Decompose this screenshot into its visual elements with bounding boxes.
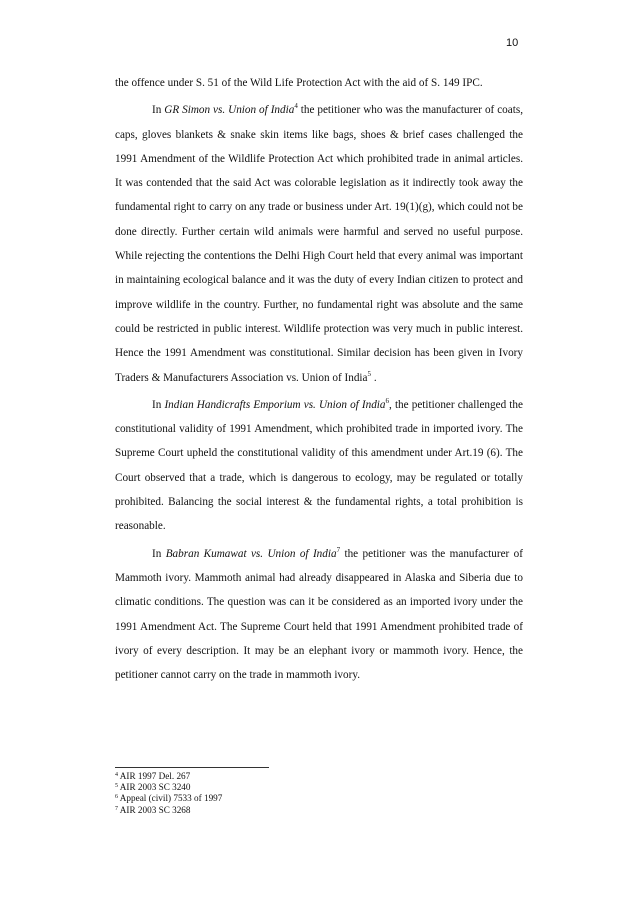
footnote-text: Appeal (civil) 7533 of 1997 (118, 793, 223, 804)
paragraph-4 (115, 542, 523, 688)
footnote-item (115, 782, 415, 793)
footnote-item (115, 805, 415, 816)
footnote-number: 5 (115, 783, 118, 790)
footnote-separator (115, 767, 269, 768)
footnote-ref-5: 5 (367, 369, 372, 378)
paragraph-2 (115, 98, 523, 390)
footnote-number: 4 (115, 772, 118, 778)
page-number: 10 (506, 37, 519, 49)
paragraph-3 (115, 393, 523, 539)
paragraph-2-text: the petitioner who was the manufacturer of coats, caps, gloves blankets & snake skin items like bags, shoes & brief cases challenged the 1991 Amendment of the Wildlife Protection Act which prohibited trade in animal articles. It was contended that the said Act was colorable legislation as it indirectly took away the fundamental right to carry on any trade or business under Art. 19(1)(g), which could not be done directly. Further certain wild animals were harmful and served no useful purpose. While rejecting the contentions the Delhi High Court held that every animal was important in maintaining ecological balance and it was the duty of every Indian citizen to protect and improve wildlife in the country. Further, no fundamental right was absolute and the same could be restricted in public interest. Wildlife protection was very much in public interest. Hence the 1991 Amendment was constitutional. Similar decision has been given in Ivory Traders & Manufacturers Association vs. Union of India (115, 104, 523, 384)
footnotes (115, 771, 415, 816)
case-name-indian-handicrafts: Indian Handicrafts Emporium vs. Union of India (164, 398, 386, 411)
paragraph-1 (115, 71, 523, 95)
body-text (115, 71, 523, 687)
paragraph-3-text: , the petitioner challenged the constitutional validity of 1991 Amendment, which prohibited trade in imported ivory. The Supreme Court upheld the constitutional validity of this amendment under Art.19 (6). The Court observed that a trade, which is dangerous to ecology, may be regulated or totally prohibited. Balancing the social interest & the fundamental rights, a total prohibition is reasonable. (115, 398, 523, 533)
case-name-gr-simon: GR Simon vs. Union of India (164, 104, 295, 117)
paragraph-2-end: . (371, 371, 377, 384)
footnote-ref-4: 4 (294, 102, 298, 111)
case-name-babran-kumawat: Babran Kumawat vs. Union of India (165, 547, 337, 560)
paragraph-4-text: the petitioner was the manufacturer of Mammoth ivory. Mammoth animal had already disappeared in Alaska and Siberia due to climatic conditions. The question was can it be considered as an imported ivory under the 1991 Amendment Act. The Supreme Court held that 1991 Amendment prohibited trade of ivory of every description. It may be an elephant ivory or mammoth ivory. Hence, the petitioner cannot carry on the trade in mammoth ivory. (115, 547, 523, 682)
footnote-text: AIR 1997 Del. 267 (118, 771, 191, 781)
paragraph-1-text: the offence under S. 51 of the Wild Life Protection Act with the aid of S. 149 IPC. (115, 77, 483, 89)
paragraph-3-prefix: In (152, 398, 165, 411)
footnote-ref-7: 7 (336, 545, 341, 554)
footnote-text: AIR 2003 SC 3240 (118, 782, 191, 793)
footnote-ref-6: 6 (385, 396, 390, 405)
footnote-number: 6 (115, 794, 118, 801)
footnote-text: AIR 2003 SC 3268 (118, 804, 191, 815)
footnote-item (115, 771, 415, 782)
paragraph-4-prefix: In (152, 547, 166, 560)
paragraph-2-prefix: In (152, 104, 165, 117)
footnote-item (115, 793, 415, 804)
footnote-number: 7 (115, 805, 118, 812)
